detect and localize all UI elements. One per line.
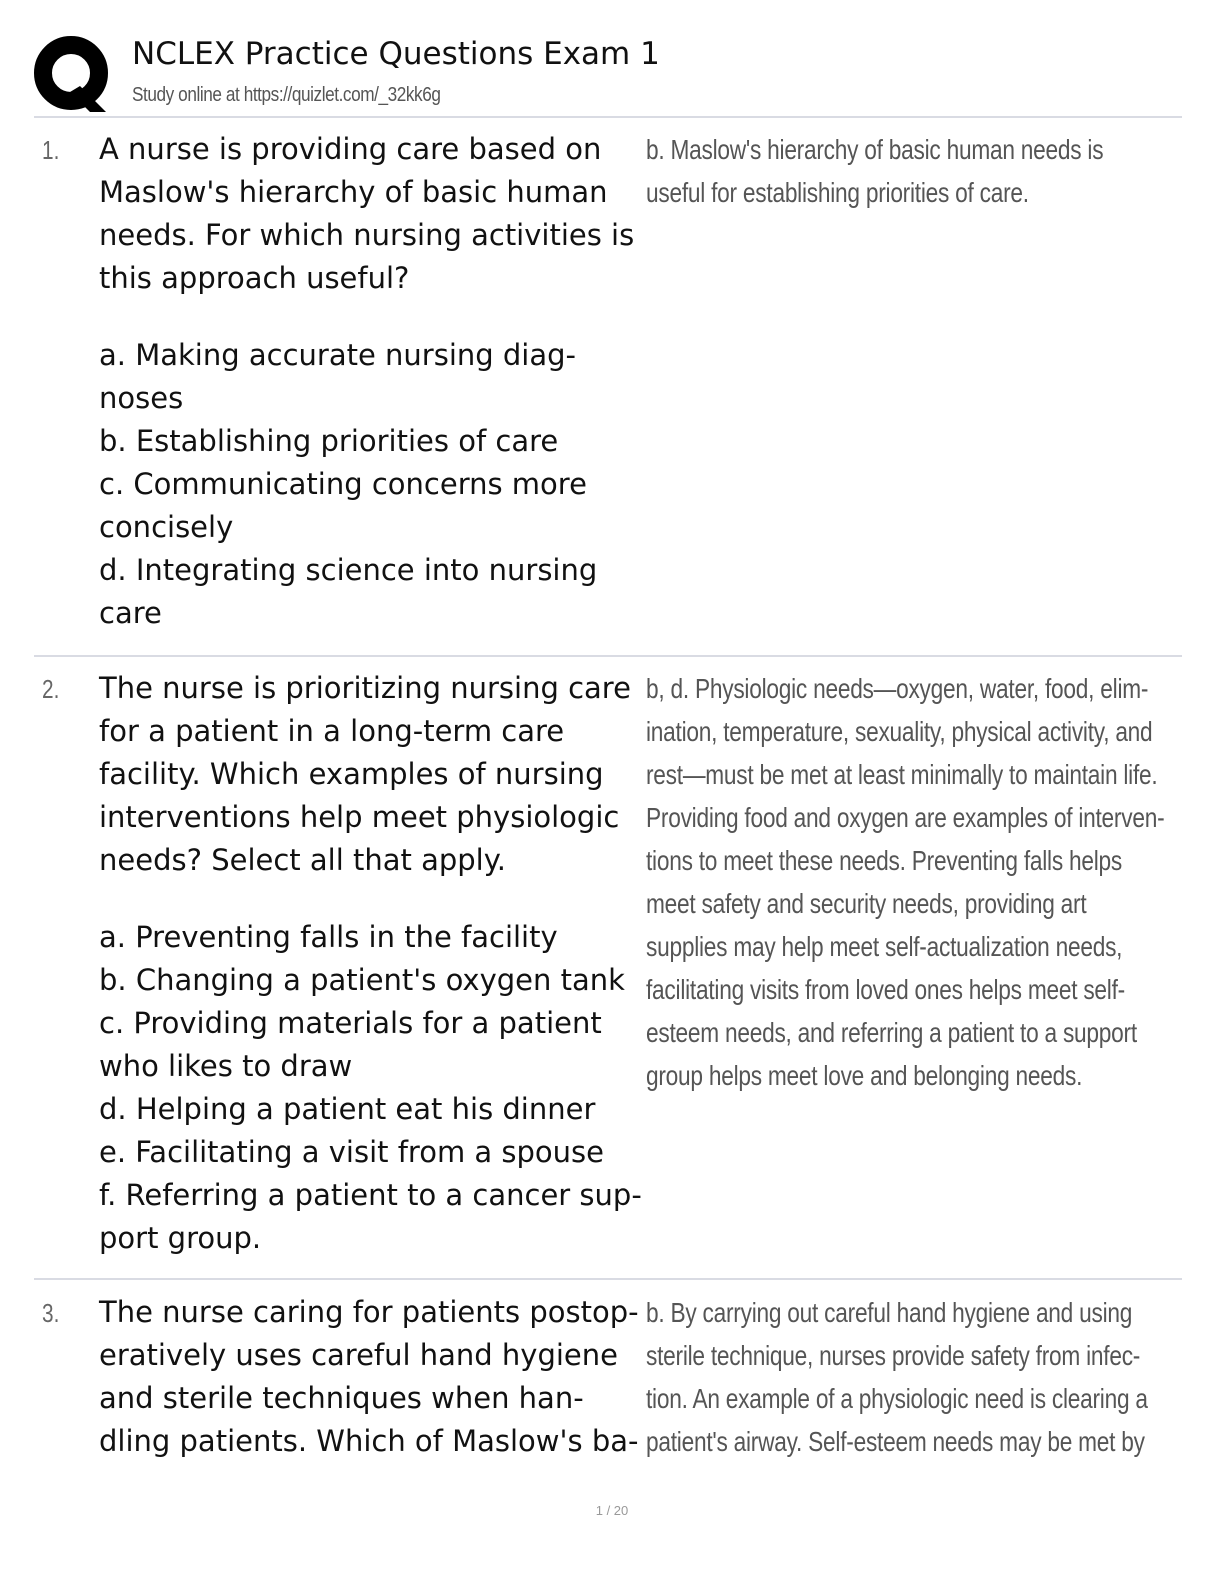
study-online-link[interactable]: Study online at https://quizlet.com/_32kk6g (132, 84, 441, 106)
option-d: d. Helping a patient eat his dinner (99, 1092, 596, 1126)
option-a: a. Making accurate nursing diag-noses (99, 338, 576, 415)
option-b: b. Changing a patient's oxygen tank (99, 963, 625, 997)
option-b: b. Establishing priorities of care (99, 424, 559, 458)
answer-text: b. Maslow's hierarchy of basic human needs is useful for establishing priorities of care. (646, 134, 1104, 208)
option-e: e. Facilitating a visit from a spouse (99, 1135, 605, 1169)
question-stem: The nurse is prioritizing nursing care for a patient in a long-term care facility. Which examples of nursing interventions help meet physiologic needs? Select all that apply. (99, 671, 631, 877)
question-number: 3. (42, 1298, 60, 1328)
divider (34, 116, 1182, 118)
page-header (34, 34, 1184, 114)
question-text (99, 128, 647, 635)
answer-text: b, d. Physiologic needs—oxygen, water, food, elim-ination, temperature, sexuality, physical activity, and rest—must be met at least minimally to maintain life. Providing food and oxygen are examples of interven-tions to meet these needs. Preventing falls helps meet safety and security needs, providing art supplies may help meet self-actualization needs, facilitating visits from loved ones helps meet self-esteem needs, and referring a patient to a support group helps meet love and belonging needs. (646, 673, 1165, 1091)
answer-text: b. By carrying out careful hand hygiene and using sterile technique, nurses provide safety from infec-tion. An example of a physiologic need is clearing a patient's airway. Self-esteem needs may be met by (646, 1297, 1148, 1457)
quizlet-logo-icon (34, 36, 112, 114)
option-c: c. Communicating concerns more concisely (99, 467, 587, 544)
question-card-1 (34, 128, 1182, 648)
page-number: 1 / 20 (595, 1503, 629, 1518)
question-text (99, 1291, 647, 1463)
option-d: d. Integrating science into nursing care (99, 553, 598, 630)
question-number: 2. (42, 674, 60, 704)
question-card-2 (34, 667, 1182, 1267)
option-f: f. Referring a patient to a cancer sup-port group. (99, 1178, 642, 1255)
divider (34, 1278, 1182, 1280)
question-stem: The nurse caring for patients postop-eratively uses careful hand hygiene and sterile techniques when han-dling patients. Which of Maslow's ba- (99, 1295, 639, 1458)
page-title: NCLEX Practice Questions Exam 1 (132, 36, 660, 72)
question-stem: A nurse is providing care based on Maslow's hierarchy of basic human needs. For which nursing activities is this approach useful? (99, 132, 635, 295)
question-number: 1. (42, 135, 60, 165)
question-text (99, 667, 647, 1260)
option-c: c. Providing materials for a patient who likes to draw (99, 1006, 602, 1083)
question-card-3 (34, 1291, 1182, 1471)
option-a: a. Preventing falls in the facility (99, 920, 558, 954)
divider (34, 655, 1182, 657)
